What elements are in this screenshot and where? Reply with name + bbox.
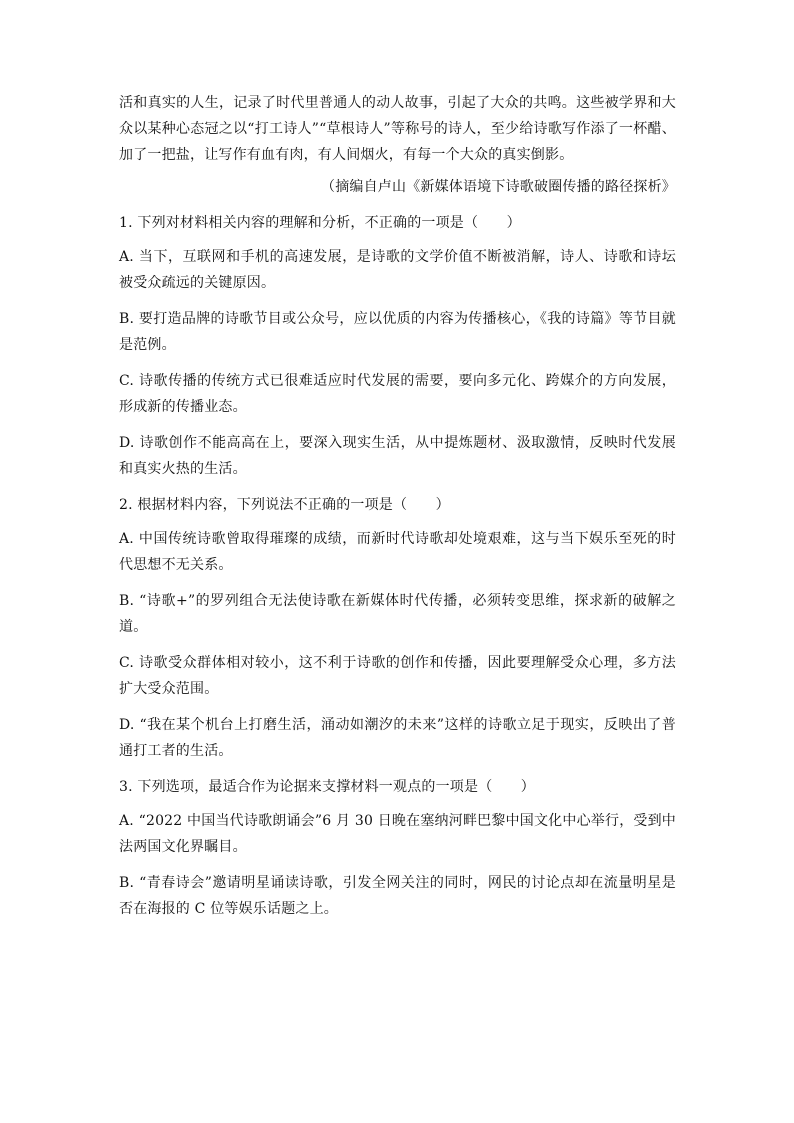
question-2-option-c: C. 诗歌受众群体相对较小，这不利于诗歌的创作和传播，因此要理解受众心理，多方法扩大受众范围。 bbox=[119, 655, 676, 697]
question-3-option-a: A. “2022 中国当代诗歌朗诵会”6 月 30 日晚在塞纳河畔巴黎中国文化中心举行，受到中法两国文化界瞩目。 bbox=[119, 813, 676, 855]
question-3-option-b: B. “青春诗会”邀请明星诵读诗歌，引发全网关注的同时，网民的讨论点却在流量明星是否在海报的 C 位等娱乐话题之上。 bbox=[119, 875, 676, 917]
intro-paragraph: 活和真实的人生，记录了时代里普通人的动人故事，引起了大众的共鸣。这些被学界和大众以某种心态冠之以“打工诗人”“草根诗人”等称号的诗人，至少给诗歌写作添了一杯醋、加了一把盐，让写作有血有肉，有人间烟火，有每一个大众的真实倒影。 bbox=[119, 95, 676, 163]
question-3-stem: 3. 下列选项，最适合作为论据来支撑材料一观点的一项是（ ） bbox=[119, 779, 536, 795]
question-2-option-a: A. 中国传统诗歌曾取得璀璨的成绩，而新时代诗歌却处境艰难，这与当下娱乐至死的时代思想不无关系。 bbox=[119, 531, 676, 573]
question-2-option-d: D. “我在某个机台上打磨生活，涌动如潮汐的未来”这样的诗歌立足于现实，反映出了普通打工者的生活。 bbox=[119, 717, 676, 759]
question-2-option-b: B. “诗歌+”的罗列组合无法使诗歌在新媒体时代传播，必须转变思维，探求新的破解之道。 bbox=[119, 593, 676, 635]
question-1-option-b: B. 要打造品牌的诗歌节目或公众号，应以优质的内容为传播核心，《我的诗篇》等节目就是范例。 bbox=[119, 311, 676, 353]
question-1-option-a: A. 当下，互联网和手机的高速发展，是诗歌的文学价值不断被消解，诗人、诗歌和诗坛被受众疏远的关键原因。 bbox=[119, 249, 676, 291]
document-page bbox=[119, 90, 676, 932]
question-1-option-c: C. 诗歌传播的传统方式已很难适应时代发展的需要，要向多元化、跨媒介的方向发展，形成新的传播业态。 bbox=[119, 373, 676, 415]
question-1-stem: 1. 下列对材料相关内容的理解和分析，不正确的一项是（ ） bbox=[119, 215, 521, 231]
source-citation: （摘编自卢山《新媒体语境下诗歌破圈传播的路径探析》 bbox=[321, 179, 676, 195]
question-1-option-d: D. 诗歌创作不能高高在上，要深入现实生活，从中提炼题材、汲取激情，反映时代发展和真实火热的生活。 bbox=[119, 435, 676, 477]
question-2-stem: 2. 根据材料内容，下列说法不正确的一项是（ ） bbox=[119, 497, 450, 513]
